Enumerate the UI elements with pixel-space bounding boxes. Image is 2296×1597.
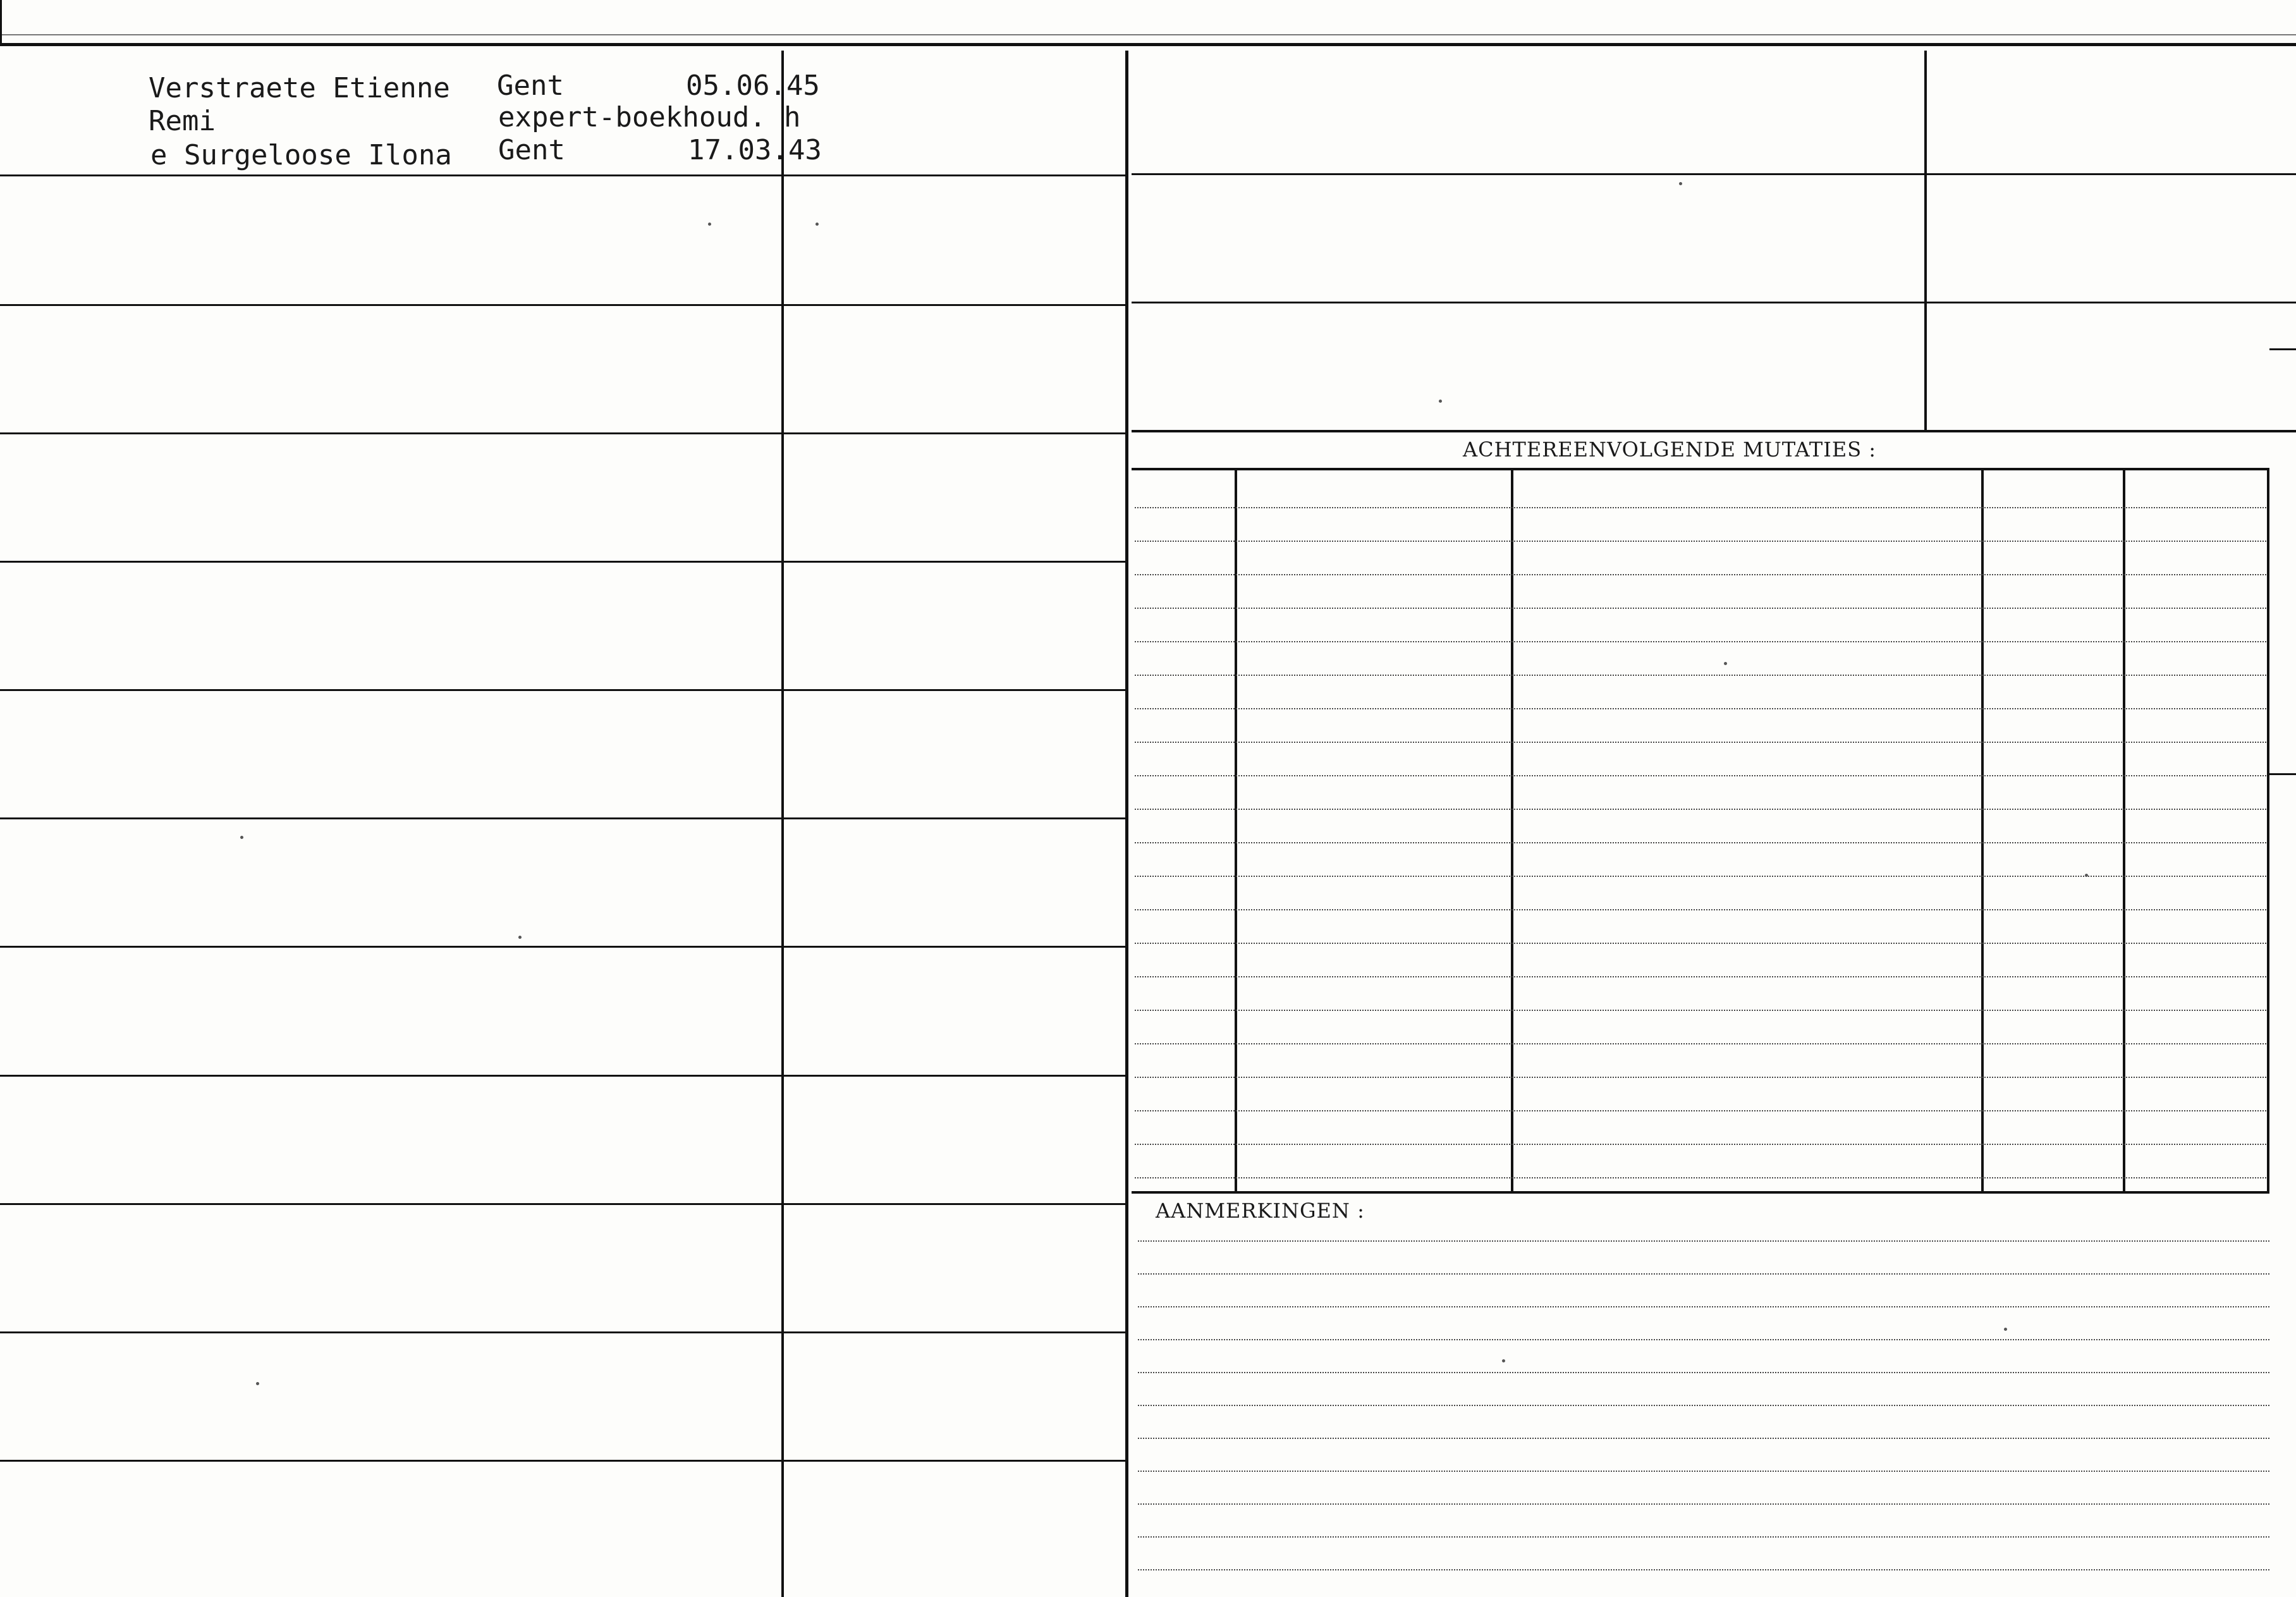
mutations-heading: ACHTEREENVOLGENDE MUTATIES : bbox=[1463, 437, 1877, 462]
remarks-dotted-line bbox=[1138, 1273, 2269, 1275]
left-row-line bbox=[0, 1203, 1127, 1205]
left-row-line bbox=[0, 304, 1127, 306]
mutations-dotted-row bbox=[1135, 976, 2266, 977]
entry-name-line3: e Surgeloose Ilona bbox=[150, 139, 452, 171]
mutations-grid-bottom bbox=[1132, 1191, 2269, 1194]
left-row-line bbox=[0, 432, 1127, 434]
remarks-dotted-line bbox=[1138, 1240, 2269, 1242]
mutations-dotted-row bbox=[1135, 641, 2266, 642]
entry-mark-line2: h bbox=[784, 101, 801, 133]
mutations-grid-right-border bbox=[2267, 469, 2269, 1192]
mutations-dotted-row bbox=[1135, 675, 2266, 676]
mutations-dotted-row bbox=[1135, 541, 2266, 542]
mutations-dotted-row bbox=[1135, 1010, 2266, 1011]
remarks-dotted-line bbox=[1138, 1471, 2269, 1472]
remarks-dotted-line bbox=[1138, 1438, 2269, 1439]
left-row-line bbox=[0, 1075, 1127, 1077]
entry-date-line3: 17.03.43 bbox=[688, 134, 822, 166]
mutations-dotted-row bbox=[1135, 1043, 2266, 1044]
scan-speck bbox=[518, 936, 522, 939]
left-section-right-border bbox=[1125, 51, 1128, 1597]
scan-speck bbox=[2004, 1328, 2007, 1331]
mutations-dotted-row bbox=[1135, 775, 2266, 776]
scan-speck bbox=[1724, 662, 1727, 665]
entry-name-line2: Remi bbox=[149, 105, 216, 137]
entry-place-line3: Gent bbox=[498, 134, 565, 166]
right-top-row-line bbox=[1132, 302, 2296, 303]
scan-speck bbox=[1439, 400, 1442, 403]
scan-speck bbox=[2085, 874, 2088, 877]
scan-speck bbox=[815, 223, 819, 226]
left-row-line bbox=[0, 689, 1127, 691]
mutations-dotted-row bbox=[1135, 1177, 2266, 1178]
left-row-line bbox=[0, 946, 1127, 948]
remarks-dotted-line bbox=[1138, 1405, 2269, 1406]
mutations-dotted-row bbox=[1135, 608, 2266, 609]
right-top-row-line bbox=[1132, 173, 2296, 175]
scan-speck bbox=[708, 223, 711, 226]
mutations-dotted-row bbox=[1135, 708, 2266, 709]
mutations-col-divider bbox=[1235, 469, 1237, 1192]
mutations-col-divider bbox=[1511, 469, 1513, 1192]
mutations-dotted-row bbox=[1135, 507, 2266, 508]
mutations-dotted-row bbox=[1135, 574, 2266, 575]
scan-speck bbox=[1679, 182, 1682, 185]
right-top-section-bottom bbox=[1132, 430, 2296, 432]
remarks-dotted-line bbox=[1138, 1372, 2269, 1373]
mutations-dotted-row bbox=[1135, 943, 2266, 944]
remarks-dotted-line bbox=[1138, 1569, 2269, 1570]
mutations-dotted-row bbox=[1135, 809, 2266, 810]
left-column-divider bbox=[781, 51, 784, 1597]
mutations-dotted-row bbox=[1135, 1110, 2266, 1111]
left-row-line bbox=[0, 1460, 1127, 1462]
mutations-dotted-row bbox=[1135, 876, 2266, 877]
top-dashed-fragment bbox=[0, 34, 2296, 35]
left-row-line bbox=[0, 817, 1127, 819]
mutations-col-divider bbox=[1981, 469, 1984, 1192]
left-row-line bbox=[0, 174, 1127, 176]
left-row-line bbox=[0, 561, 1127, 563]
entry-place-line1: Gent bbox=[497, 70, 564, 102]
remarks-dotted-line bbox=[1138, 1306, 2269, 1307]
mutations-col-divider bbox=[2123, 469, 2125, 1192]
mutations-grid-top bbox=[1132, 468, 2269, 470]
mutations-dotted-row bbox=[1135, 1144, 2266, 1145]
scan-speck bbox=[1502, 1359, 1505, 1362]
mutations-dotted-row bbox=[1135, 842, 2266, 843]
right-edge-tick bbox=[2269, 348, 2296, 350]
entry-date-line1: 05.06.45 bbox=[686, 70, 820, 102]
scan-speck bbox=[240, 836, 243, 839]
scan-speck bbox=[256, 1382, 259, 1385]
mutations-dotted-row bbox=[1135, 909, 2266, 910]
remarks-dotted-line bbox=[1138, 1503, 2269, 1505]
remarks-heading: AANMERKINGEN : bbox=[1156, 1199, 1365, 1223]
top-border-line bbox=[0, 43, 2296, 46]
top-left-edge bbox=[0, 0, 2, 44]
right-top-column-divider bbox=[1924, 51, 1927, 430]
remarks-dotted-line bbox=[1138, 1339, 2269, 1340]
mutations-dotted-row bbox=[1135, 1077, 2266, 1078]
entry-occupation-line2: expert-boekhoud. bbox=[498, 101, 766, 133]
right-edge-tick bbox=[2269, 773, 2296, 775]
left-row-line bbox=[0, 1331, 1127, 1333]
mutations-dotted-row bbox=[1135, 742, 2266, 743]
remarks-dotted-line bbox=[1138, 1536, 2269, 1538]
entry-name-line1: Verstraete Etienne bbox=[149, 72, 450, 104]
